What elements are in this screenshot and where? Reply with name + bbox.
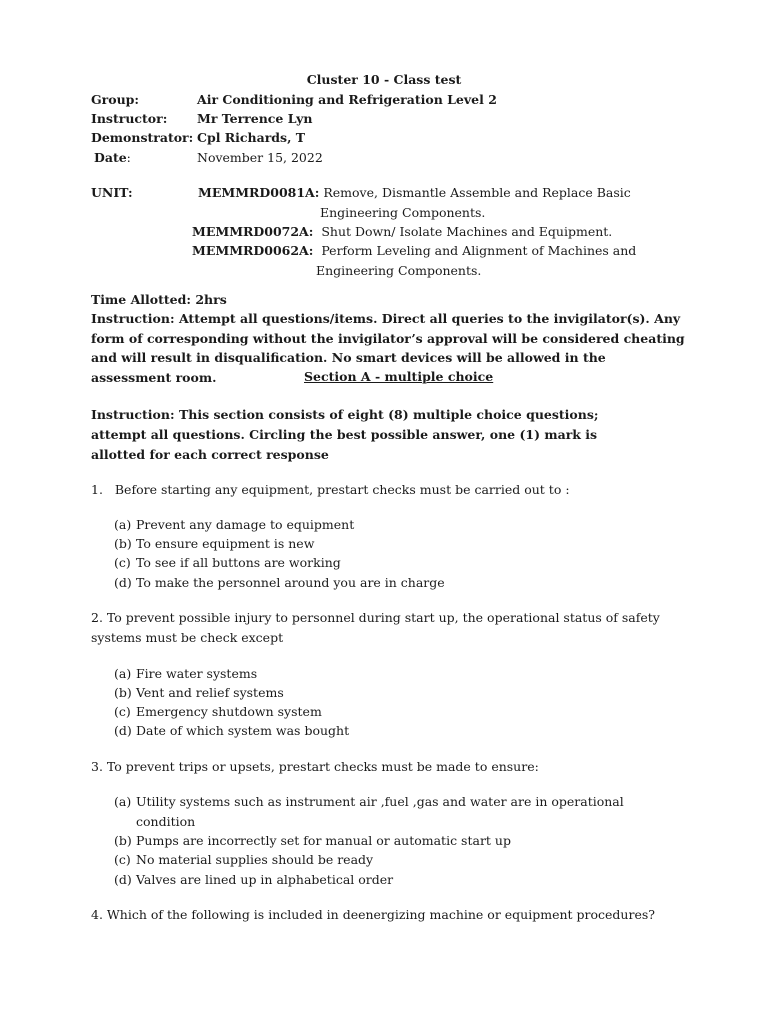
instructor-value: Mr Terrence Lyn bbox=[197, 111, 313, 126]
question-3 bbox=[91, 759, 539, 774]
date-value: November 15, 2022 bbox=[197, 150, 323, 165]
option-label: (a) bbox=[114, 794, 132, 809]
question-text: To prevent trips or upsets, prestart checks must be made to ensure: bbox=[106, 759, 539, 774]
section-title: Section A - multiple choice bbox=[304, 369, 494, 384]
document-title: Cluster 10 - Class test bbox=[306, 72, 462, 87]
question-1 bbox=[91, 482, 570, 497]
option-text: Fire water systems bbox=[136, 666, 258, 681]
option-2a[interactable] bbox=[114, 666, 257, 681]
option-text: Prevent any damage to equipment bbox=[136, 517, 355, 532]
section-instruction: Instruction: This section consists of eight (8) multiple choice questions; attempt all questions. Circling the best possible answer, one (1) mark is allotted for each correct response bbox=[91, 407, 599, 462]
option-label: (c) bbox=[114, 852, 131, 867]
option-label: (d) bbox=[114, 723, 132, 738]
unit-item-2 bbox=[192, 224, 612, 239]
option-label: (b) bbox=[114, 536, 132, 551]
question-number: 1. bbox=[91, 482, 103, 497]
option-text: Pumps are incorrectly set for manual or automatic start up bbox=[136, 833, 511, 848]
unit-item-1 bbox=[198, 185, 631, 200]
option-text: No material supplies should be ready bbox=[136, 852, 374, 867]
question-2 bbox=[91, 610, 660, 625]
date-label: Date bbox=[94, 150, 127, 165]
option-label: (a) bbox=[114, 517, 132, 532]
option-1d[interactable] bbox=[114, 575, 445, 590]
unit-item-3 bbox=[192, 243, 636, 258]
question-number: 4. bbox=[91, 907, 103, 922]
option-2d[interactable] bbox=[114, 723, 349, 738]
option-label: (b) bbox=[114, 833, 132, 848]
option-text: To see if all buttons are working bbox=[136, 555, 341, 570]
question-number: 3. bbox=[91, 759, 103, 774]
unit-desc: Perform Leveling and Alignment of Machines and bbox=[321, 243, 637, 258]
group-label: Group: bbox=[91, 92, 140, 107]
unit-code: MEMMRD0062A: bbox=[192, 243, 314, 258]
instructor-label: Instructor: bbox=[91, 111, 168, 126]
option-label: (d) bbox=[114, 872, 132, 887]
option-3b[interactable] bbox=[114, 833, 511, 848]
option-3d[interactable] bbox=[114, 872, 393, 887]
option-3a[interactable] bbox=[114, 794, 624, 809]
option-1c[interactable] bbox=[114, 555, 341, 570]
question-text: Before starting any equipment, prestart checks must be carried out to : bbox=[114, 482, 570, 497]
option-2c[interactable] bbox=[114, 704, 322, 719]
question-text: To prevent possible injury to personnel during start up, the operational status of safety bbox=[106, 610, 660, 625]
date-colon: : bbox=[126, 150, 131, 165]
option-label: (b) bbox=[114, 685, 132, 700]
option-text: Date of which system was bought bbox=[136, 723, 350, 738]
option-label: (a) bbox=[114, 666, 132, 681]
group-value: Air Conditioning and Refrigeration Level 2 bbox=[197, 92, 497, 107]
option-text: Utility systems such as instrument air ,fuel ,gas and water are in operational bbox=[136, 794, 624, 809]
option-text: To ensure equipment is new bbox=[136, 536, 315, 551]
demonstrator-label: Demonstrator: bbox=[91, 130, 194, 145]
general-instruction: Instruction: Attempt all questions/items. Direct all queries to the invigilator(s). Any form of corresponding without the invigilator’s approval will be considered cheating and will result in disqualification. No smart devices will be allowed in the assessment room. bbox=[91, 311, 685, 385]
option-3a-cont: condition bbox=[136, 814, 196, 829]
option-label: (d) bbox=[114, 575, 132, 590]
option-label: (c) bbox=[114, 555, 131, 570]
option-label: (c) bbox=[114, 704, 131, 719]
unit-desc: Shut Down/ Isolate Machines and Equipment. bbox=[321, 224, 613, 239]
option-text: To make the personnel around you are in charge bbox=[136, 575, 445, 590]
option-1a[interactable] bbox=[114, 517, 354, 532]
option-text: Vent and relief systems bbox=[136, 685, 284, 700]
unit-desc: Remove, Dismantle Assemble and Replace Basic bbox=[323, 185, 631, 200]
question-text: Which of the following is included in deenergizing machine or equipment procedures? bbox=[106, 907, 655, 922]
unit-label: UNIT: bbox=[91, 185, 133, 200]
date-label-wrap bbox=[94, 150, 131, 165]
question-4 bbox=[91, 907, 655, 922]
option-text: Valves are lined up in alphabetical order bbox=[136, 872, 394, 887]
time-allotted: Time Allotted: 2hrs bbox=[91, 292, 227, 307]
unit-desc-cont: Engineering Components. bbox=[316, 263, 482, 278]
question-2-cont: systems must be check except bbox=[91, 630, 284, 645]
option-text: Emergency shutdown system bbox=[136, 704, 322, 719]
unit-desc-cont: Engineering Components. bbox=[320, 205, 486, 220]
option-3c[interactable] bbox=[114, 852, 373, 867]
question-number: 2. bbox=[91, 610, 103, 625]
option-2b[interactable] bbox=[114, 685, 284, 700]
unit-code: MEMMRD0081A: bbox=[198, 185, 320, 200]
option-1b[interactable] bbox=[114, 536, 314, 551]
demonstrator-value: Cpl Richards, T bbox=[197, 130, 306, 145]
unit-code: MEMMRD0072A: bbox=[192, 224, 314, 239]
